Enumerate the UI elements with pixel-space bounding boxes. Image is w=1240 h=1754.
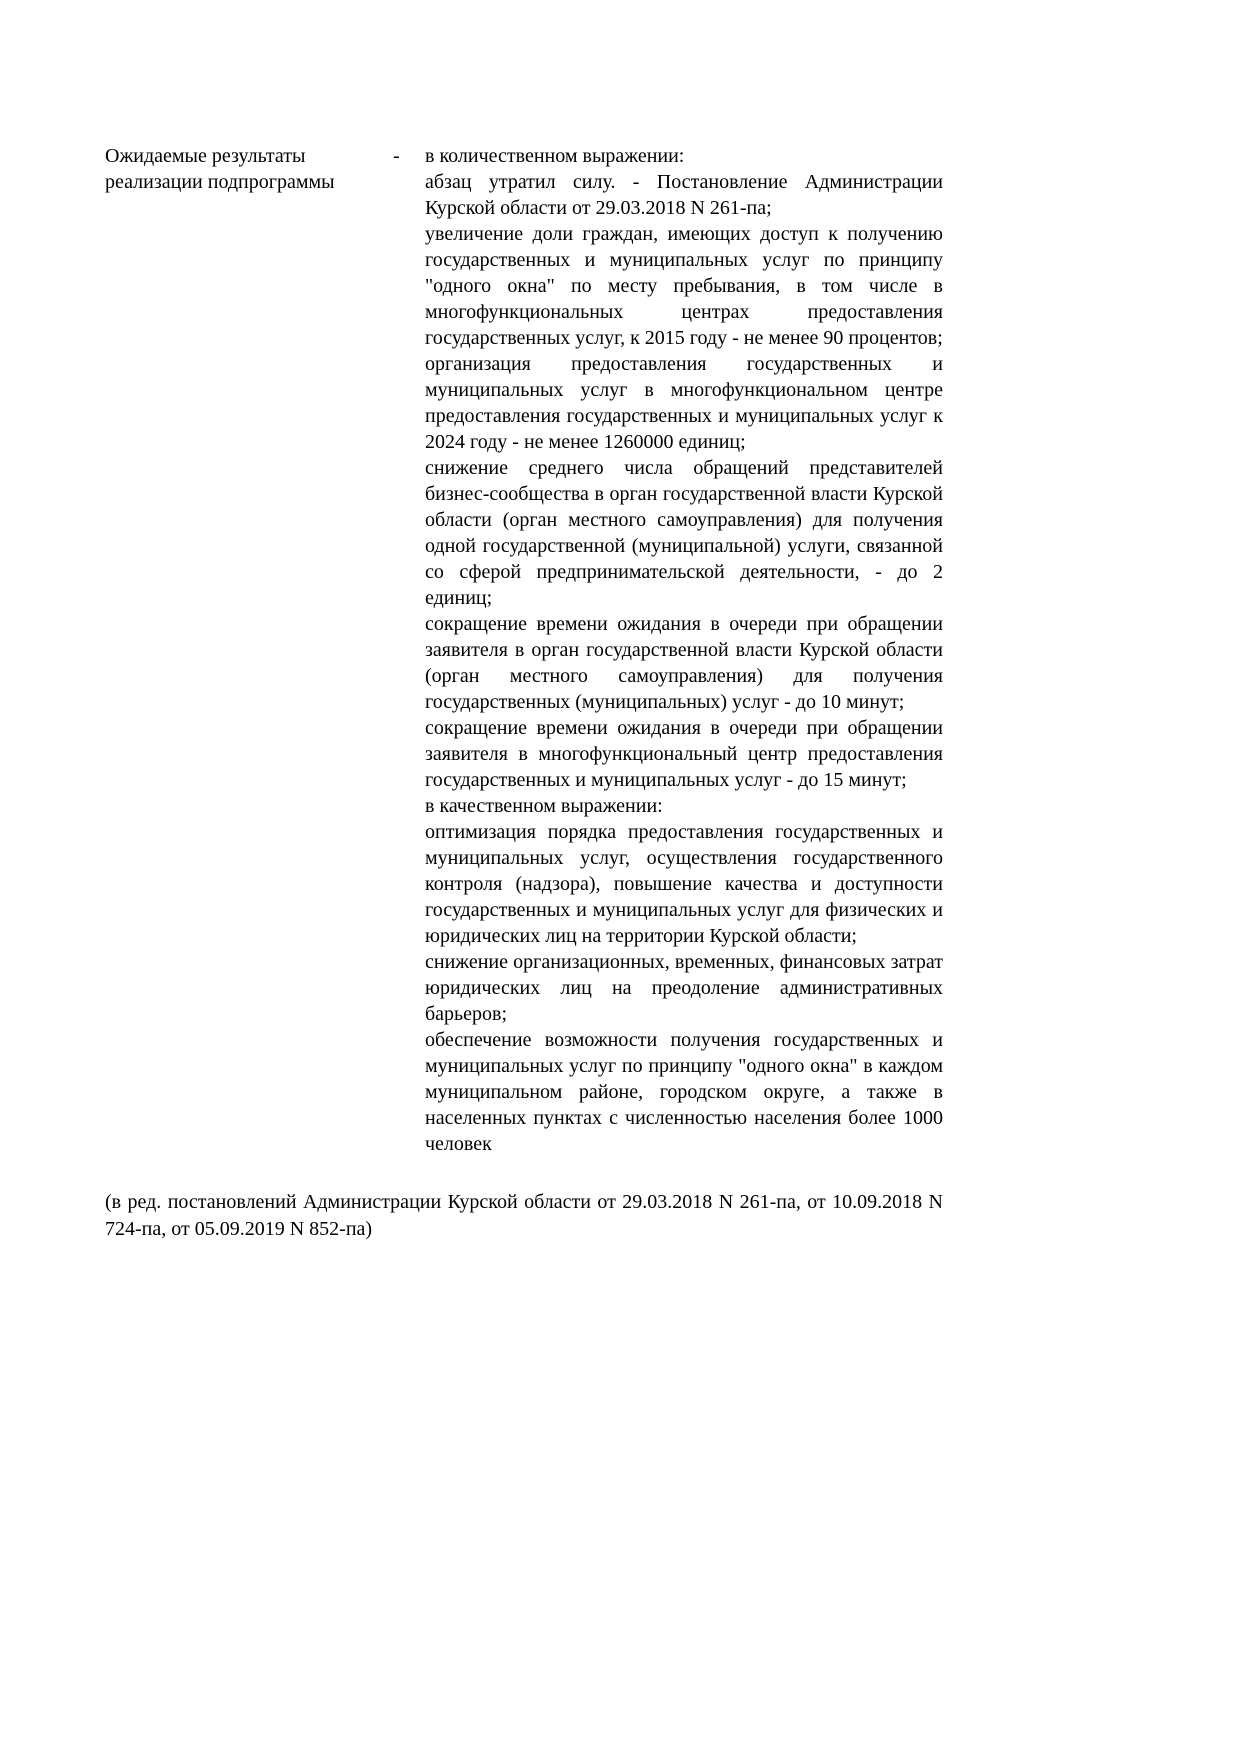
result-paragraph: организация предоставления государственных и муниципальных услуг в многофункциональном центре предоставления государственных и муниципальных услуг к 2024 году - не менее 1260000 единиц; xyxy=(425,353,943,453)
dash-separator: - xyxy=(393,145,400,167)
result-paragraph: обеспечение возможности получения государственных и муниципальных услуг по принципу "одного окна" в каждом муниципальном районе, городском округе, а также в населенных пунктах с численностью населения более 1000 человек xyxy=(425,1029,943,1155)
results-section xyxy=(105,143,943,1243)
expected-results-label: Ожидаемые результаты реализации подпрограммы xyxy=(105,145,335,193)
result-paragraph: абзац утратил силу. - Постановление Администрации Курской области от 29.03.2018 N 261-па; xyxy=(425,171,943,219)
result-paragraph: снижение среднего числа обращений представителей бизнес-сообщества в орган государственной власти Курской области (орган местного самоуправления) для получения одной государственной (муниципальной) услуги, связанной со сферой предпринимательской деятельности, - до 2 единиц; xyxy=(425,457,943,609)
results-text-column xyxy=(425,143,943,1157)
results-row xyxy=(105,143,943,1157)
result-paragraph: увеличение доли граждан, имеющих доступ к получению государственных и муниципальных услуг по принципу "одного окна" по месту пребывания, в том числе в многофункциональных центрах предоставления государственных услуг, к 2015 году - не менее 90 процентов; xyxy=(425,223,943,349)
result-paragraph: оптимизация порядка предоставления государственных и муниципальных услуг, осуществления государственного контроля (надзора), повышение качества и доступности государственных и муниципальных услуг для физических и юридических лиц на территории Курской области; xyxy=(425,821,943,947)
result-paragraph: в количественном выражении: xyxy=(425,145,685,167)
amendments-note: (в ред. постановлений Администрации Курской области от 29.03.2018 N 261-па, от 10.09.2018 N 724-па, от 05.09.2019 N 852-па) xyxy=(105,1191,943,1240)
result-paragraph: снижение организационных, временных, финансовых затрат юридических лиц на преодоление административных барьеров; xyxy=(425,951,943,1025)
result-paragraph: сокращение времени ожидания в очереди при обращении заявителя в орган государственной власти Курской области (орган местного самоуправления) для получения государственных (муниципальных) услуг - до 10 минут; xyxy=(425,613,943,713)
result-paragraph: сокращение времени ожидания в очереди при обращении заявителя в многофункциональный центр предоставления государственных и муниципальных услуг - до 15 минут; xyxy=(425,717,943,791)
result-paragraph: в качественном выражении: xyxy=(425,795,663,817)
